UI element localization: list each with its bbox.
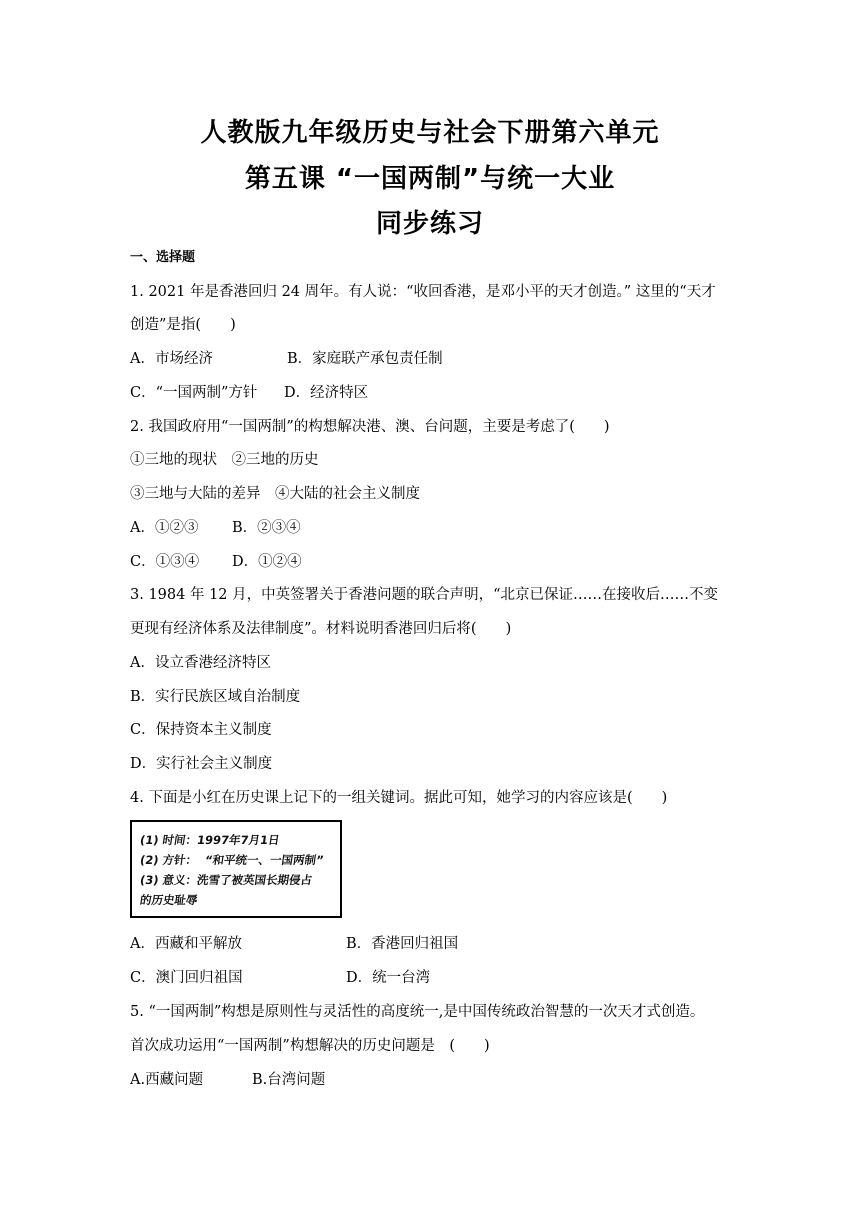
note-line-time: (1) 时间：1997年7月1日 (139, 833, 281, 847)
question-5-stem: 5. “一国两制”构想是原则性与灵活性的高度统一,是中国传统政治智慧的一次天才式创造。 (130, 1004, 705, 1020)
question-3-option-d: D．实行社会主义制度 (130, 756, 273, 772)
question-2-option-b: B．②③④ (232, 520, 301, 536)
question-1-option-d: D．经济特区 (284, 385, 369, 401)
question-3-option-a: A．设立香港经济特区 (130, 655, 271, 671)
question-3-option-b: B．实行民族区域自治制度 (130, 689, 301, 705)
question-4-option-c: C．澳门回归祖国 (130, 970, 243, 986)
question-3-stem: 3. 1984 年 12 月，中英签署关于香港问题的联合声明，“北京已保证……在接收后……不变 (130, 587, 719, 603)
question-4-stem: 4. 下面是小红在历史课上记下的一组关键词。据此可知，她学习的内容应该是( ) (130, 790, 668, 806)
question-1-option-b: B．家庭联产承包责任制 (287, 351, 443, 367)
question-2-items-2: ③三地与大陆的差异 ④大陆的社会主义制度 (130, 486, 420, 502)
question-4-option-b: B．香港回归祖国 (346, 936, 459, 952)
question-5-option-a: A.西藏问题 (130, 1072, 204, 1088)
question-4-option-a: A．西藏和平解放 (130, 936, 242, 952)
question-1-stem-cont: 创造”是指( ) (130, 317, 236, 333)
question-4-option-d: D．统一台湾 (346, 970, 431, 986)
note-line-significance-cont: 的历史耻辱 (139, 893, 199, 907)
note-line-policy: (2) 方针： “和平统一、一国两制” (139, 853, 325, 867)
question-1-stem: 1. 2021 年是香港回归 24 周年。有人说：“收回香港，是邓小平的天才创造。” 这里的“天才 (130, 284, 716, 300)
question-3-stem-cont: 更现有经济体系及法律制度”。材料说明香港回归后将( ) (130, 621, 512, 637)
question-5-option-b: B.台湾问题 (252, 1072, 326, 1088)
question-2-items-1: ①三地的现状 ②三地的历史 (130, 452, 319, 468)
question-5-stem-cont: 首次成功运用“一国两制”构想解决的历史问题是 ( ) (130, 1038, 490, 1054)
question-2-stem: 2. 我国政府用“一国两制”的构想解决港、澳、台问题，主要是考虑了( ) (130, 419, 610, 435)
document-title-line-1: 人教版九年级历史与社会下册第六单元 (200, 118, 660, 148)
question-3-option-c: C．保持资本主义制度 (130, 722, 272, 738)
section-heading-choice: 一、选择题 (130, 250, 196, 265)
question-2-option-d: D．①②④ (232, 554, 302, 570)
question-1-option-c: C．“一国两制”方针 (130, 385, 258, 401)
question-4-keyword-note-image (130, 820, 342, 918)
question-2-option-a: A．①②③ (130, 520, 199, 536)
note-line-significance: (3) 意义：洗雪了被英国长期侵占 (139, 873, 313, 887)
question-1-option-a: A．市场经济 (130, 351, 213, 367)
document-title-line-2: 第五课 “一国两制”与统一大业 (244, 164, 616, 194)
question-2-option-c: C．①③④ (130, 554, 200, 570)
document-title-line-3: 同步练习 (375, 209, 484, 239)
